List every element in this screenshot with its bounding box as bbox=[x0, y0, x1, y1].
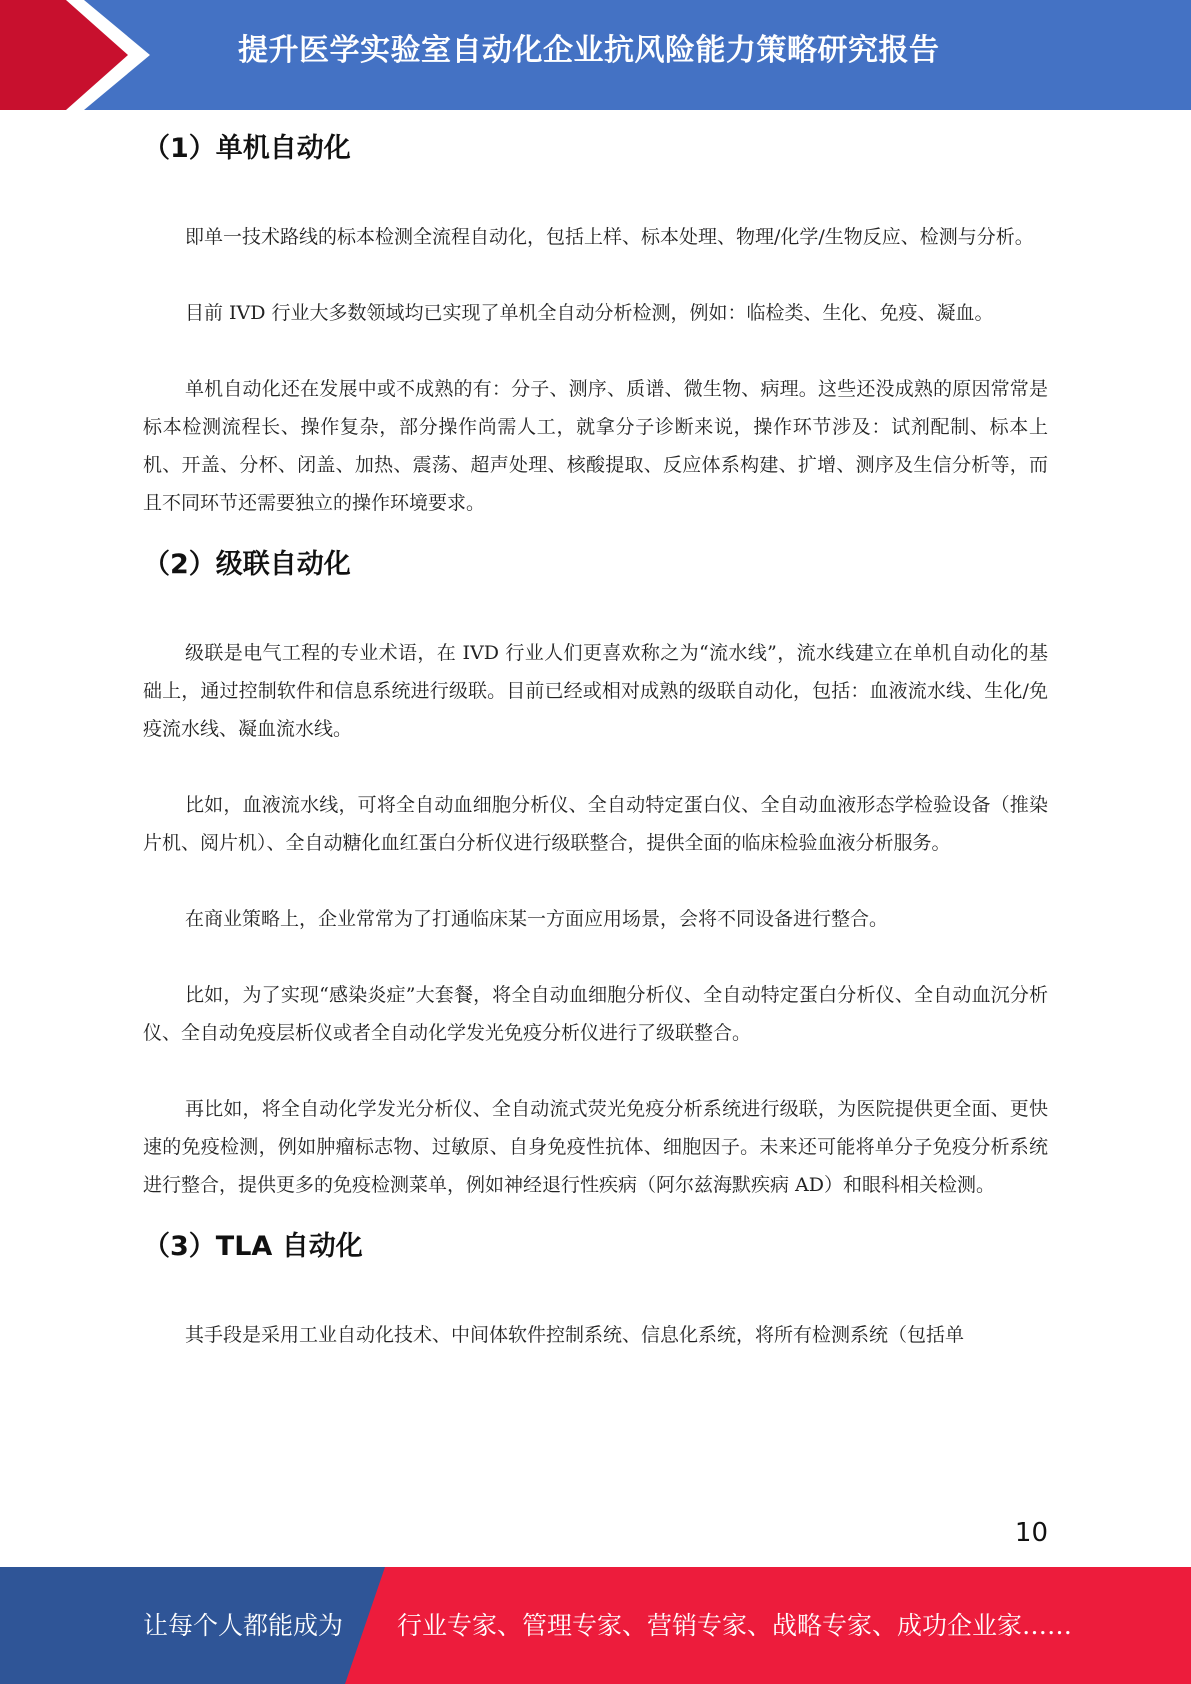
paragraph: 比如，血液流水线，可将全自动血细胞分析仪、全自动特定蛋白仪、全自动血液形态学检验设备（推染片机、阅片机）、全自动糖化血红蛋白分析仪进行级联整合，提供全面的临床检验血液分析服务。 bbox=[143, 794, 1048, 854]
paragraph: 即单一技术路线的标本检测全流程自动化，包括上样、标本处理、物理/化学/生物反应、检测与分析。 bbox=[185, 226, 1034, 248]
footer-slogan-right: 行业专家、管理专家、营销专家、战略专家、成功企业家…… bbox=[397, 1611, 1073, 1640]
paragraph: 在商业策略上，企业常常为了打通临床某一方面应用场景，会将不同设备进行整合。 bbox=[185, 908, 889, 930]
paragraph: 其手段是采用工业自动化技术、中间体软件控制系统、信息化系统，将所有检测系统（包括单 bbox=[185, 1324, 965, 1346]
header-arrow-decoration bbox=[0, 0, 150, 110]
paragraph: 级联是电气工程的专业术语，在 IVD 行业人们更喜欢称之为“流水线”，流水线建立在单机自动化的基础上，通过控制软件和信息系统进行级联。目前已经或相对成熟的级联自动化，包括：血液流水线、生化/免疫流水线、凝血流水线。 bbox=[143, 642, 1048, 740]
paragraph: 再比如，将全自动化学发光分析仪、全自动流式荧光免疫分析系统进行级联，为医院提供更全面、更快速的免疫检测，例如肿瘤标志物、过敏原、自身免疫性抗体、细胞因子。未来还可能将单分子免疫分析系统进行整合，提供更多的免疫检测菜单，例如神经退行性疾病（阿尔兹海默疾病 AD）和眼科相关检测。 bbox=[143, 1098, 1048, 1196]
section-heading-cascade: （2）级联自动化 bbox=[143, 549, 351, 580]
section-heading-tla: （3）TLA 自动化 bbox=[143, 1231, 363, 1262]
section-heading-standalone: （1）单机自动化 bbox=[143, 133, 351, 164]
page-header bbox=[0, 0, 1191, 110]
paragraph: 目前 IVD 行业大多数领域均已实现了单机全自动分析检测，例如：临检类、生化、免疫、凝血。 bbox=[185, 302, 994, 324]
page-footer bbox=[0, 1567, 1191, 1684]
report-title: 提升医学实验室自动化企业抗风险能力策略研究报告 bbox=[238, 33, 940, 68]
page-content bbox=[143, 124, 1048, 1354]
paragraph: 比如，为了实现“感染炎症”大套餐，将全自动血细胞分析仪、全自动特定蛋白分析仪、全自动血沉分析仪、全自动免疫层析仪或者全自动化学发光免疫分析仪进行了级联整合。 bbox=[143, 984, 1048, 1044]
paragraph: 单机自动化还在发展中或不成熟的有：分子、测序、质谱、微生物、病理。这些还没成熟的原因常常是标本检测流程长、操作复杂，部分操作尚需人工，就拿分子诊断来说，操作环节涉及：试剂配制、标本上机、开盖、分杯、闭盖、加热、震荡、超声处理、核酸提取、反应体系构建、扩增、测序及生信分析等，而且不同环节还需要独立的操作环境要求。 bbox=[143, 378, 1048, 514]
page-number: 10 bbox=[1014, 1518, 1048, 1548]
footer-slogan-left: 让每个人都能成为 bbox=[143, 1611, 344, 1640]
